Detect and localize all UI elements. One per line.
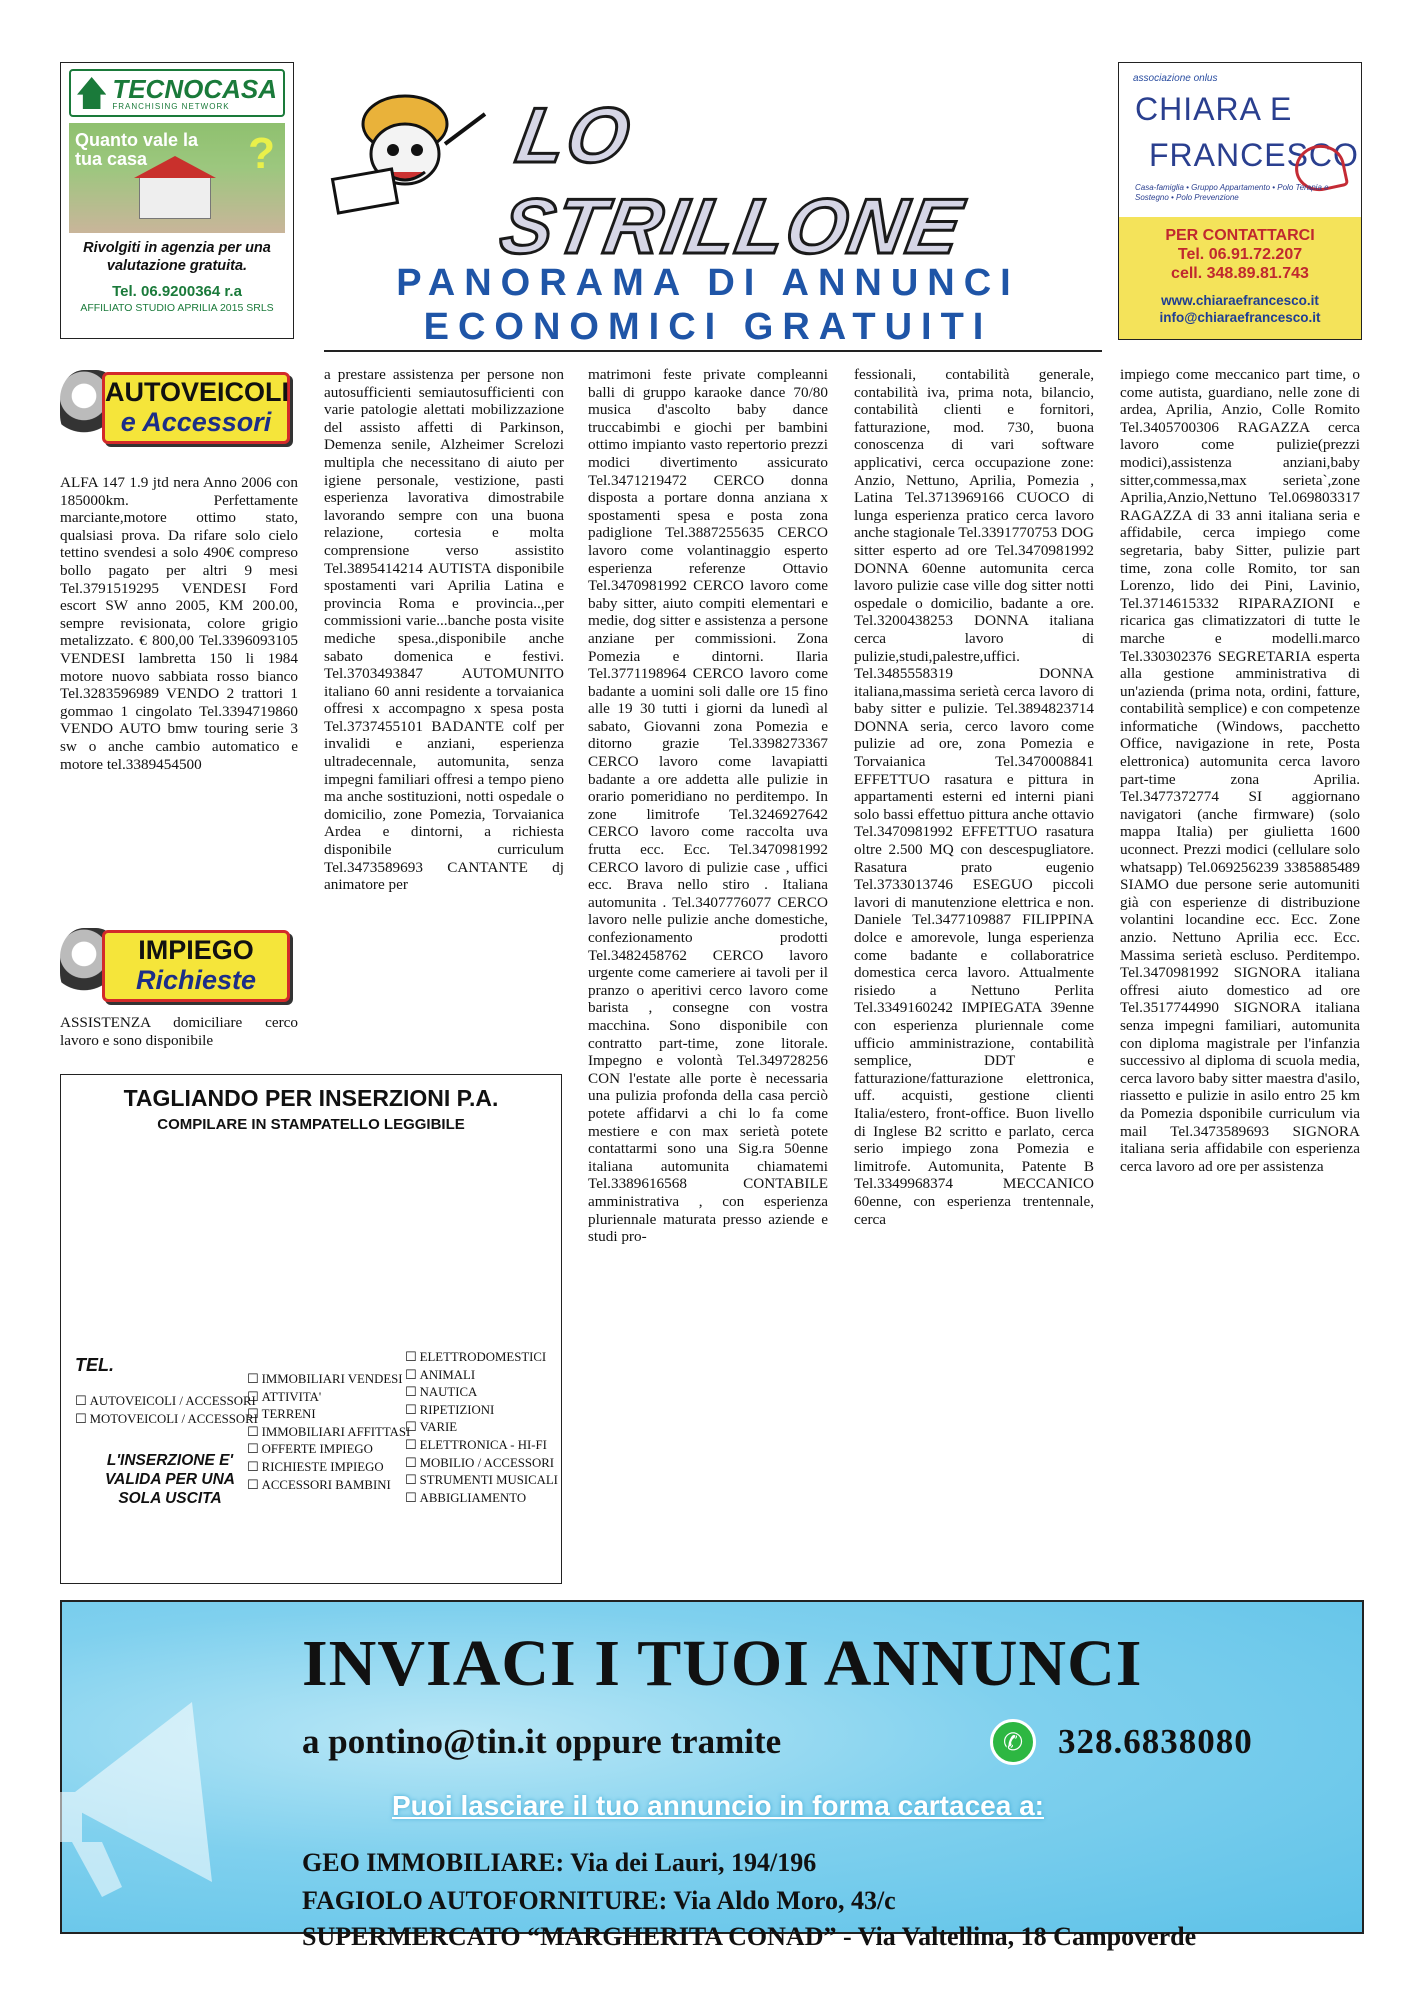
- tecnocasa-question: Quanto vale la tua casa: [75, 130, 199, 169]
- submit-ads-banner: [60, 1600, 1364, 1951]
- chiara-contact-title: PER CONTATTARCI: [1165, 227, 1315, 244]
- chiara-francesco-ad[interactable]: [1118, 62, 1362, 340]
- category-checkbox[interactable]: ☐ ACCESSORI BAMBINI: [247, 1477, 410, 1495]
- tagline-line-1: PANORAMA DI ANNUNCI: [396, 262, 1020, 304]
- coupon-title: TAGLIANDO PER INSERZIONI P.A.: [123, 1085, 499, 1111]
- tecnocasa-logo: [69, 69, 285, 117]
- category-checkbox[interactable]: ☐ IMMOBILIARI VENDESI: [247, 1371, 410, 1389]
- ad-coupon-form[interactable]: [60, 1074, 562, 1584]
- chiara-name-1: CHIARA E: [1135, 91, 1293, 127]
- chiara-assoc: associazione onlus: [1133, 73, 1218, 84]
- category-checkbox[interactable]: ☐ IMMOBILIARI AFFITTASI: [247, 1424, 410, 1442]
- tagline-line-2: ECONOMICI GRATUITI: [423, 306, 993, 348]
- category-checkbox[interactable]: ☐ ABBIGLIAMENTO: [405, 1490, 558, 1508]
- question-mark-icon: ?: [248, 129, 275, 178]
- newsboy-mascot-icon: [325, 84, 495, 214]
- category-checkbox[interactable]: ☐ ANIMALI: [405, 1367, 558, 1385]
- section-title: AUTOVEICOLI: [105, 377, 290, 407]
- banner-phone[interactable]: 328.6838080: [1058, 1722, 1253, 1761]
- tecnocasa-ad[interactable]: [60, 62, 294, 339]
- chiara-cell: cell. 348.89.81.743: [1171, 265, 1309, 282]
- tecnocasa-affiliate: AFFILIATO STUDIO APRILIA 2015 SRLS: [80, 302, 274, 315]
- category-checkbox[interactable]: ☐ RICHIESTE IMPIEGO: [247, 1459, 410, 1477]
- classifieds-column-1b: ASSISTENZA domiciliare cerco lavoro e sono disponibile: [60, 1014, 298, 1049]
- tecnocasa-brand: TECNOCASA: [112, 73, 277, 104]
- coupon-categories-a[interactable]: [75, 1393, 258, 1428]
- chiara-email[interactable]: info@chiaraefrancesco.it: [1159, 310, 1321, 325]
- masthead: [320, 72, 1090, 270]
- category-checkbox[interactable]: ☐ RIPETIZIONI: [405, 1402, 558, 1420]
- chiara-services: Casa-famiglia • Gruppo Appartamento • Polo Terapia e Sostegno • Polo Prevenzione: [1135, 183, 1329, 203]
- category-checkbox[interactable]: ☐ AUTOVEICOLI / ACCESSORI: [75, 1393, 258, 1411]
- tecnocasa-cta: Rivolgiti in agenzia per una valutazione gratuita.: [83, 240, 271, 275]
- category-checkbox[interactable]: ☐ OFFERTE IMPIEGO: [247, 1441, 410, 1459]
- drop-off-address: SUPERMERCATO “MARGHERITA CONAD” - Via Valtellina, 18 Campoverde: [302, 1922, 1197, 1951]
- section-badge-autoveicoli: [60, 366, 292, 448]
- drop-off-address: FAGIOLO AUTOFORNITURE: Via Aldo Moro, 43/c: [302, 1886, 896, 1915]
- classifieds-column-1a: ALFA 147 1.9 jtd nera Anno 2006 con 185000km. Perfettamente marciante,motore ottimo stato, qualsiasi prova. Da rifare solo cielo tettino svendesi a solo 490€ compreso bollo pagato per altri 9 mesi Tel.3791519295 VENDESI Ford escort SW anno 2005, KM 200.00, sempre revisionata, colore grigio metalizzato. € 800,00 Tel.3396093105 VENDESI lambretta 150 li 1984 motore nuovo sabbiata rosso bianco Tel.3283596989 VENDO 2 trattori 1 gommao 1 cingolato Tel.3394719860 VENDO AUTO bmw touring serie 3 sw o anche cambio automatico e motore tel.3389454500: [60, 474, 298, 773]
- megaphone-icon: [42, 1682, 232, 1902]
- coupon-tel-label: TEL.: [75, 1355, 114, 1375]
- coupon-subtitle: COMPILARE IN STAMPATELLO LEGGIBILE: [157, 1116, 465, 1133]
- category-checkbox[interactable]: ☐ VARIE: [405, 1419, 558, 1437]
- masthead-title: LO STRILLONE: [494, 91, 970, 270]
- section-title: IMPIEGO: [138, 935, 254, 965]
- section-subtitle: e Accessori: [120, 407, 272, 437]
- section-badge-label: [102, 930, 290, 1002]
- classifieds-column-5: impiego come meccanico part time, o come autista, guardiano, nelle zone di ardea, Aprilia, Anzio, Colle Romito Tel.3405700306 RAGAZZA cerca lavoro come pulizie(prezzi modici),assistenza anziani,baby sitter,commessa,max serieta`,zone Aprilia,Anzio,Nettuno Tel.069803317 RAGAZZA di 33 anni italiana seria e affidabile, cerca impiego come segretaria, baby Sitter, pulizie part time, zona colle Romito, tor san Lorenzo, lido dei Pini, Lavinio, Tel.3714615332 RIPARAZIONI e ricarica gas climatizzatori di tutte le marche e modelli.marco Tel.330302376 SEGRETARIA esperta alla gestione amministrativa di un'azienda (prima nota, ordini, fatture, contabilità semplice) e con competenze informatiche (Windows, pacchetto Office, navigazione in rete, Posta elettronica) automunita cerca lavoro part-time zona Aprilia. Tel.3477372774 SI aggiornano navigatori (anche firmware) (solo mappa Italia) per giulietta 1600 uconnect. Prezzi modici (cellulare solo whatsapp) Tel.069256239 3385885489 SIAMO due persone serie automuniti già con esperienze di distribuzione volantini locandine ecc. Ecc. Zone anzio. Nettuno Aprilia ecc. Ecc. Massima serietà escluso. Perditempo. Tel.3470981992 SIGNORA italiana offresi aiuto domestico ad ore Tel.3517744990 SIGNORA italiana senza impegni familiari, automunita con diploma magistrale per l'infanzia successivo al diploma di scuola media, cerca lavoro baby sitter maestra d'asilo, riassetto e pulizie in asilo entro 25 km da Pomezia dsponibile curriculum via mail Tel.3473589693 SIGNORA italiana seria affidabile con esperienza cerca lavoro ad ore per assistenza: [1120, 366, 1360, 1175]
- banner-paper-line: Puoi lasciare il tuo annuncio in forma cartacea a:: [392, 1790, 1044, 1821]
- model-house-icon: [139, 177, 211, 219]
- category-checkbox[interactable]: ☐ STRUMENTI MUSICALI: [405, 1472, 558, 1490]
- coupon-categories-b[interactable]: [247, 1371, 410, 1494]
- coupon-note: L'INSERZIONE E' VALIDA PER UNA SOLA USCITA: [104, 1452, 236, 1507]
- chiara-tel: Tel. 06.91.72.207: [1177, 246, 1303, 263]
- banner-email-line[interactable]: a pontino@tin.it oppure tramite: [302, 1722, 782, 1761]
- classifieds-column-3: matrimoni feste private compleanni balli di gruppo karaoke dance 70/80 musica d'ascolto baby dance truccabimbi e giochi per bambini ottimo impianto vasto repertorio prezzi modici divertimento assicurato Tel.3471219472 CERCO donna disposta a portare donna anziana x spostamenti spesa e posta zona padiglione Tel.3887255635 CERCO lavoro come volantinaggio esperto esperienza referenze Ottavio Tel.3470981992 CERCO lavoro come baby sitter, aiuto compiti elementari e medie, dog sitter e assistenza a persone anziane per commissioni. Zona Pomezia e dintorni. Ilaria Tel.3771198964 CERCO lavoro come badante a uomini soli dalle ore 15 fino alle 19 30 tutti i giorni da lunedì al sabato, Giovanni zona Pomezia e ditorno grazie Tel.3398273367 CERCO lavoro come lavapiatti badante a ore addetta alle pulizie in orario pomeridiano no perditempo. In zone limitrofe Tel.3246927642 CERCO lavoro come raccolta uva frutta ecc. Ecc. Tel.3470981992 CERCO lavoro di pulizie case , uffici ecc. Brava nello stiro . Italiana automunita . Tel.3407776077 CERCO lavoro nelle pulizie anche domestiche, confezionamento prodotti Tel.3482458762 CERCO lavoro urgente come cameriere ai tavoli per il pranzo o aperitivi cerco lavoro come barista , consegne con vostra macchina. Sono disponibile con contratto part-time, zone litorale. Impegno e volontà Tel.349728256 CON l'estate alle porte è necessaria una pulizia profonda della casa perciò potete affidarvi a chi lo fa come mestiere e con max serietà potete contattarmi sono una Sig.ra 50enne italiana automunita chiamatemi Tel.3389616568 CONTABILE amministrativa , con esperienza pluriennale maturata presso aziende e studi pro-: [588, 366, 828, 1246]
- tecnocasa-photo: [69, 123, 285, 233]
- category-checkbox[interactable]: ☐ TERRENI: [247, 1406, 410, 1424]
- category-checkbox[interactable]: ☐ ELETTRONICA - HI-FI: [405, 1437, 558, 1455]
- chiara-name-2: FRANCESCO: [1149, 137, 1359, 173]
- tecnocasa-phone: Tel. 06.9200364 r.a: [112, 283, 242, 301]
- section-subtitle: Richieste: [135, 965, 257, 995]
- header-rule: [324, 350, 1102, 352]
- coupon-categories-c[interactable]: [405, 1349, 558, 1507]
- classifieds-column-2: a prestare assistenza per persone non autosufficienti semiautosufficienti con varie patologie alettati mobilizzazione del assisto affetti di Parkinson, Demenza senile, Alzheimer Screlozi multipla che necessitano di aiuto per igiene personale, vestizione, pasti esperienza lavorativa dimostrabile lavorando sempre con una buona relazione, cortesia e molta comprensione verso assistito Tel.3895414214 AUTISTA disponibile spostamenti vari Aprilia Latina e provincia Roma e provincia..,per commissioni varie...banche posta visite mediche spesa.,disponibile anche sabato domenica e festivi. Tel.3703493847 AUTOMUNITO italiano 60 anni residente a torvaianica offresi x accompagno x spesa posta Tel.3737455101 BADANTE colf per invalidi e anziani, esperienza ultradecennale, automunita, senza impegni familiari offresi a tempo pieno ma anche sostituzioni, notti ospedale o domicilio, zone Pomezia, Torvaianica Ardea e dintorni, a richiesta disponibile curriculum Tel.3473589693 CANTANTE dj animatore per: [324, 366, 564, 894]
- drop-off-address: GEO IMMOBILIARE: Via dei Lauri, 194/196: [302, 1848, 817, 1877]
- category-checkbox[interactable]: ☐ MOTOVEICOLI / ACCESSORI: [75, 1411, 258, 1429]
- classifieds-column-4: fessionali, contabilità generale, contabilità iva, prima nota, bilancio, contabilità clienti e fornitori, fatturazione, mod. 730, buona conoscenza di vari software applicativi, cerca occupazione zone: Anzio, Nettuno, Aprilia, Pomezia , Latina Tel.3713969166 CUOCO di lunga esperienza pratico cerca lavoro anche stagionale Tel.3391770753 DOG sitter esperto ad ore Tel.3470981992 DONNA 60enne automunita cerca lavoro pulizie case ville dog sitter notti ospedale o domicilio, badante a ore. Tel.3200438253 DONNA italiana cerca lavoro di pulizie,studi,palestre,uffici. Tel.3485558319 DONNA italiana,massima serietà cerca lavoro di baby sitter e pulizie. Tel.3894823714 DONNA seria, cerco lavoro come pulizie ad ore, zona Pomezia e Torvaianica Tel.3470008841 EFFETTUO rasatura e pittura in appartamenti esterni ed interni piani solo bassi effettuo pittura anche ottavio Tel.3470981992 EFFETTUO rasatura oltre 2.500 MQ con descespugliatore. Rasatura prato eugenio Tel.3733013746 ESEGUO piccoli lavori di manutenzione elettrica e non. Daniele Tel.3477109887 FILIPPINA dolce e amorevole, lunga esperienza come badante e collaboratrice domestica cerca lavoro. Attualmente risiedo a Nettuno Perlita Tel.3349160242 IMPIEGATA 39enne con esperienza pluriennale come ufficio amministrazione, contabilità semplice, DDT e fatturazione/fatturazione elettronica, uff. acquisti, gestione clienti Italia/estero, front-office. Buon livello di Inglese B2 scritto e parlato, cerca serio impiego zona Pomezia e limitrofe. Automunita, Patente B Tel.3349968374 MECCANICO 60enne, con esperienza trentennale, cerca: [854, 366, 1094, 1228]
- chiara-contacts: [1119, 217, 1361, 339]
- house-icon: [77, 77, 106, 109]
- section-badge-impiego: [60, 924, 292, 1006]
- banner-headline: INVIACI I TUOI ANNUNCI: [302, 1627, 1143, 1700]
- category-checkbox[interactable]: ☐ MOBILIO / ACCESSORI: [405, 1455, 558, 1473]
- chiara-francesco-logo: [1119, 63, 1361, 213]
- tecnocasa-network: FRANCHISING NETWORK: [112, 101, 230, 111]
- whatsapp-icon: [990, 1719, 1036, 1765]
- section-badge-label: [102, 372, 290, 444]
- category-checkbox[interactable]: ☐ ELETTRODOMESTICI: [405, 1349, 558, 1367]
- chiara-website[interactable]: www.chiaraefrancesco.it: [1161, 293, 1319, 308]
- category-checkbox[interactable]: ☐ ATTIVITA': [247, 1389, 410, 1407]
- category-checkbox[interactable]: ☐ NAUTICA: [405, 1384, 558, 1402]
